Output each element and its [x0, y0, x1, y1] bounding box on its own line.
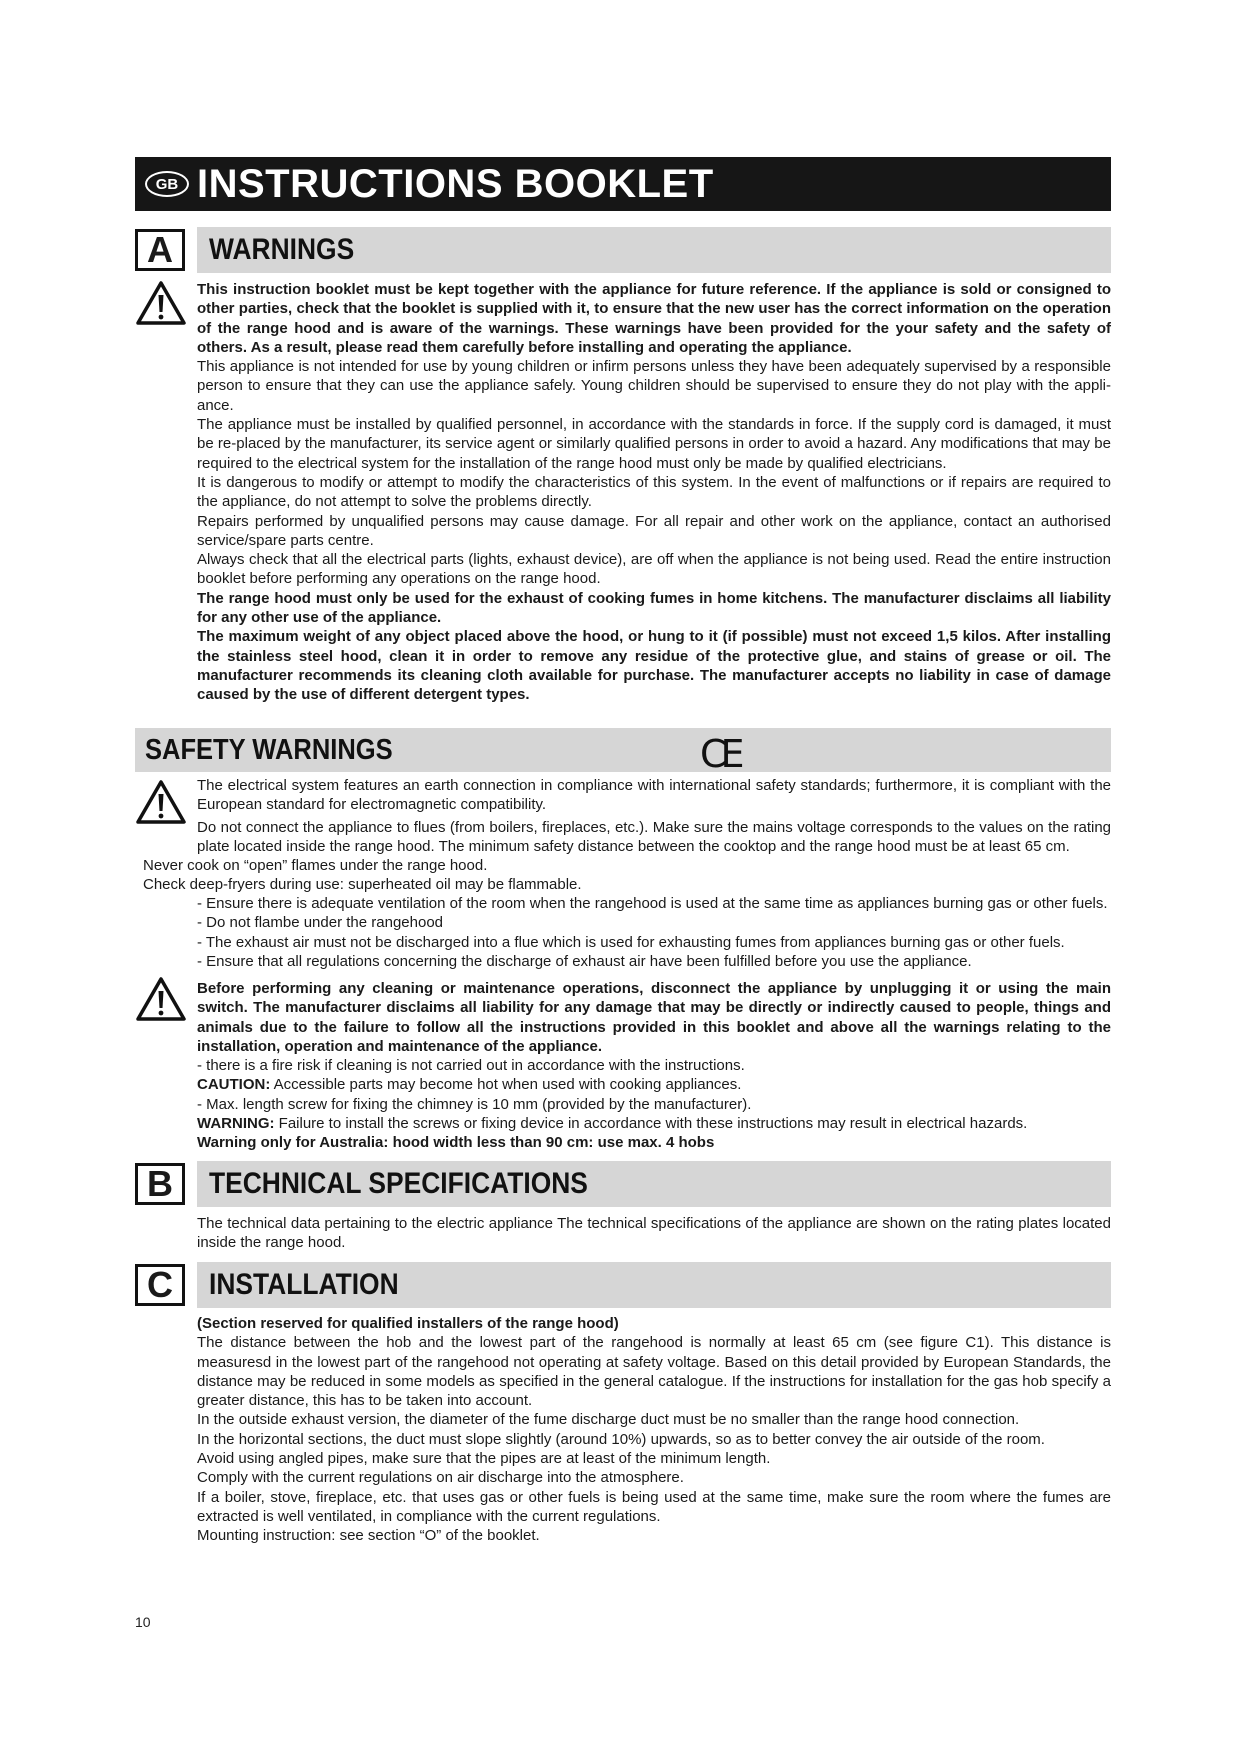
warnings-p7: The range hood must only be used for the exhaust of cooking fumes in home kitchens. The manufacturer disclaims all liability for any other use of the appliance.: [197, 589, 1111, 627]
ce-mark: CE: [700, 732, 739, 776]
safety-caution: [197, 1075, 1111, 1094]
install-p8: Mounting instruction: see section “O” of the booklet.: [197, 1527, 540, 1545]
safety-text-2: [197, 979, 1111, 1153]
safety-d3: - The exhaust air must not be discharged into a flue which is used for exhausting fumes from appliances burning gas or other fuels.: [197, 933, 1065, 951]
warnings-text: [197, 280, 1111, 705]
section-bar-tech: [197, 1161, 1111, 1207]
section-bar-safety: [135, 728, 1111, 776]
warning-triangle-icon: [135, 779, 187, 825]
install-p7: If a boiler, stove, fireplace, etc. that uses gas or other fuels is being used at the same time, make sure the room where the fumes are extracted is well ventilated, in compliance with the current regulations.: [197, 1488, 1111, 1525]
section-title-install: INSTALLATION: [209, 1268, 399, 1301]
section-title-safety: SAFETY WARNINGS: [145, 733, 393, 766]
safety-p1: The electrical system features an earth connection in compliance with international safety standards; furthermore, it is compliant with the European standard for electromagnetic compatibility.: [197, 777, 1111, 814]
safety-p6: - there is a fire risk if cleaning is not carried out in accordance with the instructions.: [197, 1057, 745, 1075]
section-bar-install: [197, 1262, 1111, 1308]
warnings-p4: It is dangerous to modify or attempt to modify the characteristics of this system. In the event of malfunctions or if repairs are required to the appliance, do not attempt to solve the problems directly.: [197, 473, 1111, 511]
warnings-p8: The maximum weight of any object placed above the hood, or hung to it (if possible) must not exceed 1,5 kilos. After installing the stainless steel hood, clean it in order to remove any residue of the protective glue, and stains of grease or oil. The manufacturer recommends its cleaning cloth available for purchase. The manufacturer accepts no liability in case of damage caused by the use of different detergent types.: [197, 628, 1111, 704]
section-letter-a: A: [135, 229, 185, 271]
title-bar: [135, 157, 1111, 211]
safety-p5: Before performing any cleaning or maintenance operations, disconnect the appliance by unplugging it or using the main switch. The manufacturer disclaims all liability for any damage that may be directly or indirectly caused to people, things and animals due to the failure to follow all the instructions provided in this booklet and above all the warnings relating to the installation, operation and maintenance of the appliance.: [197, 980, 1111, 1055]
warnings-p1: This instruction booklet must be kept together with the appliance for future reference. If the appliance is sold or consigned to other parties, check that the booklet is supplied with it, to ensure that the new user has the correct information on the operation of the range hood and is aware of the warnings. These warnings have been provided for the your safety and the safety of others. As a result, please read them carefully before installing and operating the appliance.: [197, 281, 1111, 356]
tech-p1: The technical data pertaining to the electric appliance The technical specifications of the appliance are shown on the rating plates located inside the range hood.: [197, 1215, 1111, 1252]
section-letter-c: C: [135, 1264, 185, 1306]
safety-p4: Check deep-fryers during use: superheated oil may be flammable.: [143, 876, 582, 893]
install-p3: In the outside exhaust version, the diameter of the fume discharge duct must be no smaller than the range hood connection.: [197, 1411, 1020, 1429]
gb-badge: GB: [145, 171, 189, 197]
safety-d2: - Do not flambe under the rangehood: [197, 914, 443, 932]
install-p2: The distance between the hob and the lowest part of the rangehood is normally at least 65 cm (see figure C1). This distance is measuresd in the lowest part of the rangehood not operating at safety voltage. Based on this detail provided by European Standards, the distance may be reduced in some models as specified in the general catalogue. If the instructions for installation for the gas hob specify a greater distance, this has to be taken into account.: [197, 1334, 1111, 1410]
warning-label: WARNING:: [197, 1115, 275, 1133]
caution-text: Accessible parts may become hot when used with cooking appliances.: [270, 1076, 742, 1094]
safety-p3: Never cook on “open” flames under the range hood.: [143, 857, 488, 874]
warnings-p3: The appliance must be installed by qualified personnel, in accordance with the standards in force. If the supply cord is damaged, it must be re-placed by the manufacturer, its service agent or similarly qualified persons in order to avoid a hazard. Any modifications that may be required to the electrical system for the installation of the range hood must only be made by qualified electricians.: [197, 416, 1111, 472]
safety-d1: - Ensure there is adequate ventilation of the room when the rangehood is used at the same time as appliances burning gas or other fuels.: [197, 895, 1108, 912]
safety-dash-list: [197, 894, 1111, 971]
install-p1: (Section reserved for qualified installers of the range hood): [197, 1315, 619, 1332]
install-p4: In the horizontal sections, the duct must slope slightly (around 10%) upwards, so as to better convey the air outside of the room.: [197, 1430, 1045, 1448]
caution-label: CAUTION:: [197, 1076, 271, 1094]
warnings-p6: Always check that all the electrical parts (lights, exhaust device), are off when the appliance is not being used. Read the entire instruction booklet before performing any operations on the range hood.: [197, 551, 1111, 588]
section-title-tech: TECHNICAL SPECIFICATIONS: [209, 1167, 588, 1200]
install-p5: Avoid using angled pipes, make sure that the pipes are at least of the minimum length.: [197, 1450, 771, 1468]
warnings-p2: This appliance is not intended for use by young children or infirm persons unless they have been adequately supervised by a responsible person to ensure that they can use the appliance safely. Young children should be supervised to ensure they do not play with the appli-ance.: [197, 358, 1111, 414]
page-title: INSTRUCTIONS BOOKLET: [197, 161, 714, 206]
safety-d4: - Ensure that all regulations concerning the discharge of exhaust air have been fulfilled before you use the appliance.: [197, 952, 972, 970]
safety-text-1: [197, 776, 1111, 856]
safety-p2: Do not connect the appliance to flues (from boilers, fireplaces, etc.). Make sure the mains voltage corresponds to the values on the rating plate located inside the range hood. The minimum safety distance between the cooktop and the range hood must be at least 65 cm.: [197, 818, 1111, 855]
warning-triangle-icon: [135, 976, 187, 1022]
warning-triangle-icon: [135, 280, 187, 326]
warning-text: Failure to install the screws or fixing device in accordance with these instructions may result in electrical hazards.: [274, 1115, 1028, 1133]
page-number: 10: [135, 1614, 151, 1630]
tech-text: [197, 1214, 1111, 1253]
install-text: [197, 1314, 1111, 1546]
install-p6: Comply with the current regulations on air discharge into the atmosphere.: [197, 1469, 684, 1487]
section-bar-warnings: [197, 227, 1111, 273]
safety-p8: Warning only for Australia: hood width less than 90 cm: use max. 4 hobs: [197, 1134, 715, 1152]
safety-p7: - Max. length screw for fixing the chimney is 10 mm (provided by the manufacturer).: [197, 1095, 752, 1113]
section-title-warnings: WARNINGS: [209, 233, 355, 266]
safety-warning: [197, 1114, 1111, 1133]
warnings-p5: Repairs performed by unqualified persons may cause damage. For all repair and other work on the appliance, contact an authorised service/spare parts centre.: [197, 512, 1111, 549]
section-letter-b: B: [135, 1163, 185, 1205]
